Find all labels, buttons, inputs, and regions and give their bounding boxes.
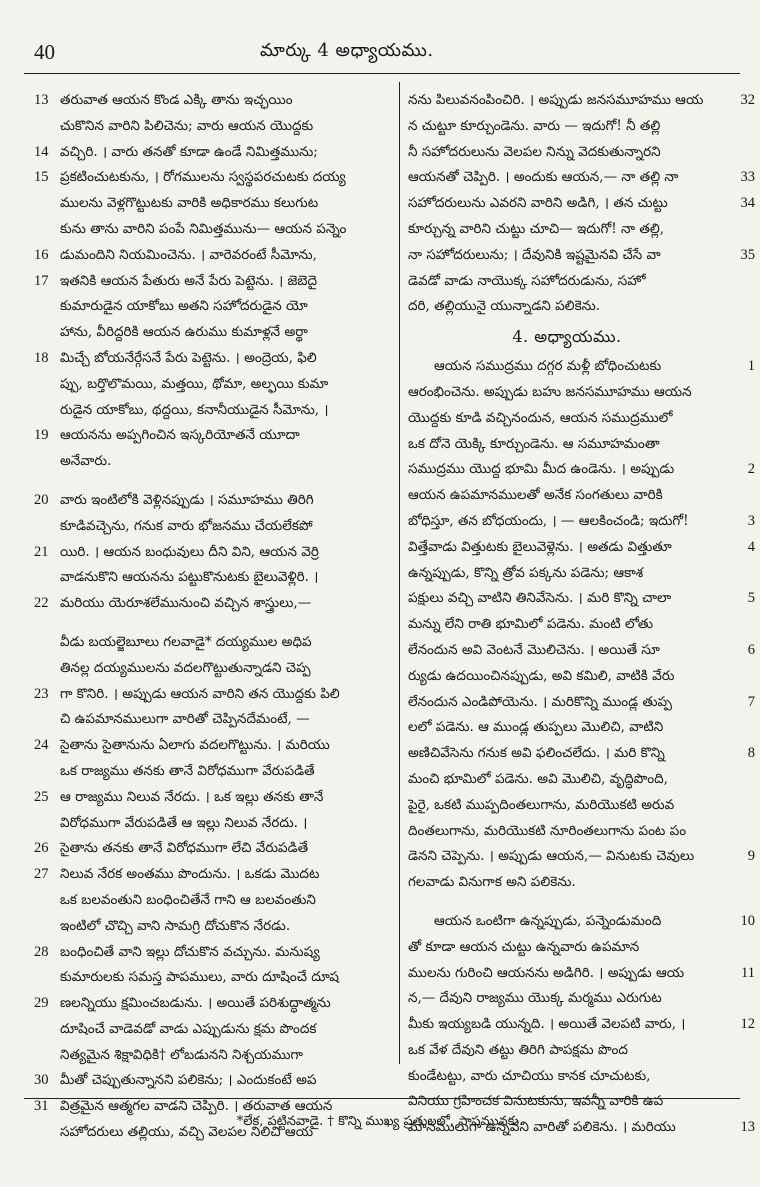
verse-number: 17 [34, 272, 49, 289]
verse-number [731, 217, 755, 243]
text-line [34, 320, 392, 346]
verse-number: 13 [34, 92, 49, 108]
text-line [34, 630, 392, 656]
line-text: వచ్చిరి. । వారు తనతో కూడా ఉండే నిమిత్తమును; [60, 143, 318, 160]
verse-number: 18 [34, 349, 49, 366]
line-text: వాడనుకొని ఆయనను పట్టుకొనుటకు బైలువెళ్లిరి. । [60, 569, 319, 586]
verse-number [731, 406, 755, 432]
verse-number [731, 561, 755, 587]
verse-number: 13 [740, 1119, 755, 1136]
verse-number [731, 612, 755, 638]
text-line: కూర్చున్న వారిని చుట్టు చూచి— ఇదుగో! నా తల్లి, [408, 220, 665, 237]
text-line: మంచి భూమిలో పడెను. అవి మొలిచి, వృద్ధిపొంది, [408, 770, 668, 787]
text-line [34, 449, 392, 475]
verse-number: 23 [34, 685, 49, 702]
text-line [34, 965, 392, 991]
line-text: సైతాను తనకు తానే విరోధముగా లేచి వేరుపడితే [60, 840, 309, 857]
text-line: డెవడో వాడు నాయొక్క సహోదరుడును, సహో [408, 272, 646, 289]
column-divider [399, 82, 400, 1064]
verse-number: 10 [740, 912, 755, 929]
verse-number: 4 [747, 538, 755, 555]
line-text: మిచ్చే బోయనేర్గేసనే పేరు పెట్టెను. । అంద్రెయ, ఫిలి [60, 349, 317, 366]
verse-number [731, 793, 755, 819]
right-column [408, 88, 726, 1141]
text-line [34, 707, 392, 733]
verse-number [731, 986, 755, 1012]
text-line: నా సహోదరులును; । దేవునికి ఇష్టమైనవి చేసే వా [408, 246, 661, 263]
line-text: తరువాత ఆయన కొండ ఎక్కి తాను ఇచ్ఛయిం [60, 92, 293, 108]
line-text: ఆయనను అప్పగించిన ఇస్కరియోతనే యూదా [60, 427, 300, 444]
verse-number: 9 [747, 848, 755, 865]
line-text: ఆ రాజ్యము నిలువ నేరదు. । ఒక ఇల్లు తనకు తానే [60, 788, 324, 805]
line-text: బంధించితే వాని ఇల్లు దోచుకొన వచ్చును. మనుష్య [60, 943, 320, 960]
verse-number: 20 [34, 491, 49, 508]
verse-number: 31 [34, 1098, 49, 1115]
header-rule [24, 73, 740, 74]
line-text: తినల్ల దయ్యములను వదలగొట్టుతున్నాడని చెప్ప [60, 659, 311, 676]
text-line [34, 398, 392, 424]
paragraph-gap [34, 475, 392, 488]
line-text: కుమారులకు సమస్త పాపములు, వారు దూషించే దూష [60, 969, 340, 986]
verse-number: 11 [741, 964, 755, 981]
line-text: మీతో చెప్పుతున్నానని పలికెను; । ఎందుకంటే అప [60, 1072, 317, 1089]
text-line: అణిచివేసెను గనుక అవి ఫలించలేదు. । మరి కొన్ని [408, 745, 665, 762]
line-text: హాను, వీరిద్దరికి ఆయన ఉరుము కుమాళ్లనే అర్థా [60, 324, 308, 341]
verse-number [731, 870, 755, 896]
line-text: ప్రకటించుటకును, । రోగములను స్వస్థపరచుటకు దయ్య [60, 169, 346, 186]
text-line: విత్తేవాడు విత్తుటకు బైలువెళ్లెను. । అతడు విత్తుతూ [408, 538, 672, 555]
text-line [34, 165, 392, 191]
chapter-heading: 4. అధ్యాయము. [512, 327, 622, 347]
text-line [34, 88, 392, 114]
running-title: మార్కు 4 అధ్యాయము. [260, 40, 434, 61]
line-text: యిరి. । ఆయన బంధువులు దీని విని, ఆయన వెర్రి [60, 543, 319, 560]
line-text: మరియు యెరూశలేమునుంచి వచ్చిన శాస్త్రులు,— [60, 595, 312, 612]
verse-number: 1 [747, 358, 755, 375]
text-line [34, 217, 392, 243]
text-line [34, 243, 392, 269]
text-line [34, 836, 392, 862]
verse-number: 5 [747, 590, 755, 607]
text-line: గలవాడు వినుగాక అని పలికెను. [408, 874, 576, 891]
line-text: గా కొనిరి. । అప్పుడు ఆయన వారిని తన యొద్దకు పిలి [60, 685, 340, 702]
line-text: దూషించే వాడెవడో వాడు ఎప్పుడును క్షమ పొందక [60, 1020, 317, 1037]
verse-number: 29 [34, 995, 49, 1012]
verse-number: 8 [747, 745, 755, 762]
text-line: ఆయన సముద్రము దగ్గర మళ్లీ బోధించుటకు [434, 358, 662, 375]
text-line: నను పిలువనంపించిరి. । అప్పుడు జనసమూహము ఆయ [408, 92, 704, 108]
text-line: లలో పడెను. ఆ ముండ్ల తుప్పలు మొలిచి, వాటిని [408, 719, 664, 736]
verse-number: 33 [740, 169, 755, 186]
line-text: నిత్యమైన శిక్షావిధికి† లోబడునని నిశ్చయముగా [60, 1046, 303, 1063]
verse-number [731, 935, 755, 961]
text-line: లేనందున ఎండిపోయెను. । మరికొన్ని ముండ్ల తుప్ప [408, 693, 673, 710]
text-line [34, 656, 392, 682]
verse-number: 6 [747, 641, 755, 658]
text-line [34, 733, 392, 759]
verse-number [731, 483, 755, 509]
text-line: ఒక దోనె యెక్కి కూర్చుండెను. ఆ సమూహమంతా [408, 435, 660, 452]
text-line: పక్షులు వచ్చి వాటిని తినివేసెను. । మరి కొన్ని చాలా [408, 590, 672, 607]
verse-number [731, 380, 755, 406]
footnote: *లేక, పట్టినవాడై. † కొన్ని ముఖ్య ప్రతులలో, పాపమునకు. [236, 1114, 524, 1129]
text-line: మీకు ఇయ్యబడి యున్నది. । అయితే వెలపటి వారు, । [408, 1016, 686, 1033]
line-text: ఒక బలవంతుని బంధించితేనే గాని ఆ బలవంతుని [60, 891, 316, 908]
verse-number [731, 819, 755, 845]
verse-number: 2 [747, 461, 755, 478]
text-line [34, 540, 392, 566]
text-line: వినియు గ్రహించక వినుటకును, ఇవన్నీ వారికి ఉప [408, 1093, 664, 1110]
paragraph-gap [408, 896, 726, 909]
right-margin-verse-numbers [731, 88, 755, 1141]
text-line: న చుట్టూ కూర్చుండెను. వారు — ఇదుగో! నీ తల్లి [408, 117, 661, 134]
text-line [34, 423, 392, 449]
verse-number: 19 [34, 427, 49, 444]
text-line: లేనందున అవి వెంటనే మొలిచెను. । అయితే సూ [408, 641, 660, 658]
line-text: ఒక రాజ్యము తనకు తానే విరోధముగా వేరుపడితే [60, 762, 315, 779]
text-line: ఉన్నప్పుడు, కొన్ని త్రోవ పక్కను పడెను; ఆకాశ [408, 564, 644, 581]
left-column [34, 88, 392, 1146]
text-line [34, 294, 392, 320]
line-text: విత్రమైన ఆత్మగల వాడని చెప్పిరి. । తరువాత ఆయన [60, 1098, 333, 1115]
verse-number: 16 [34, 246, 49, 263]
verse-number [731, 1038, 755, 1064]
line-text: వారు ఇంటిలోకి వెళ్లినప్పుడు । సమూహము తిరిగి [60, 491, 314, 508]
line-text: సైతాను సైతానును ఏలాగు వదలగొట్టును. । మరియు [60, 737, 330, 754]
text-line [34, 346, 392, 372]
text-line [34, 785, 392, 811]
text-line [34, 140, 392, 166]
text-line: సహోదరులును ఎవరని వారిని అడిగి, । తన చుట్టు [408, 195, 668, 212]
verse-number: 35 [740, 246, 755, 263]
verse-number: 27 [34, 866, 49, 883]
text-line: బోధిస్తూ, తన బోధయందు, । — ఆలకించండి; ఇదుగో! [408, 512, 689, 529]
text-line: దింతలుగాను, మరియొకటి నూరింతలుగాను పంట పం [408, 822, 687, 839]
verse-number: 34 [740, 195, 755, 212]
verse-number: 14 [34, 143, 49, 160]
text-line: మానములుగా ఉన్నవని వారితో పలికెను. । మరియు [408, 1119, 676, 1136]
verse-number [731, 1089, 755, 1115]
text-line [34, 940, 392, 966]
line-text: కూడివచ్చెను, గనుక వారు భోజనము చేయలేకపో [60, 517, 313, 534]
line-text: అనేవారు. [60, 453, 112, 470]
text-line: ఆయన ఉపమానములతో అనేక సంగతులు వారికి [408, 487, 663, 504]
text-line [34, 565, 392, 591]
line-text: కుమారుడైన యాకోబు అతని సహోదరుడైన యో [60, 298, 308, 315]
verse-number [731, 432, 755, 458]
text-line [34, 269, 392, 295]
line-text: వీడు బయల్జెబూలు గలవాడై* దయ్యముల అధిప [60, 633, 312, 650]
verse-number: 26 [34, 840, 49, 857]
verse-number [731, 294, 755, 320]
line-text: కును తాను వారిని పంపే నిమిత్తమును— ఆయన పన్నెం [60, 220, 347, 237]
text-line: ర్యుడు ఉదయించినప్పుడు, అవి కమిలి, వాటికి వేరు [408, 667, 675, 684]
line-text: విరోధముగా వేరుపడితే ఆ ఇల్లు నిలువ నేరదు. । [60, 814, 308, 831]
text-line: కుండేటట్టు, వారు చూచియు కానక చూచుటకు, [408, 1067, 651, 1084]
page-number: 40 [34, 40, 55, 64]
verse-number [731, 140, 755, 166]
text-line: పైరై, ఒకటి ముప్పదింతలుగాను, మరియొకటి అరువ [408, 796, 675, 813]
text-line [34, 1068, 392, 1094]
text-line: మన్ను లేని రాతి భూమిలో పడెను. మంటి లోతు [408, 616, 654, 633]
line-text: ములను వెళ్లగొట్టుటకు వారికి అధికారము కలుగుట [60, 195, 319, 212]
text-line [34, 914, 392, 940]
text-line: ములను గురించి ఆయనను అడిగిరి. । అప్పుడు ఆయ [408, 964, 685, 981]
verse-number: 3 [747, 512, 755, 529]
text-line [34, 191, 392, 217]
text-line: యొద్దకు కూడి వచ్చినందున, ఆయన సముద్రములో [408, 409, 673, 426]
text-line [34, 114, 392, 140]
line-text: రుడైన యాకోబు, థద్దయి, కనానీయుడైన సీమోను, । [60, 401, 329, 418]
text-line: న,— దేవుని రాజ్యము యొక్క మర్మము ఎరుగుట [408, 990, 662, 1007]
text-line: ఆయనతో చెప్పిరి. । అందుకు ఆయన,— నా తల్లి నా [408, 169, 679, 186]
verse-number [731, 269, 755, 295]
text-line [34, 759, 392, 785]
heading-spacer [731, 320, 755, 354]
text-line: సముద్రము యొద్ద భూమి మీద ఉండెను. । అప్పుడు [408, 461, 675, 478]
line-text: నిలువ నేరక అంతము పొందును. । ఒకడు మొదట [60, 866, 320, 883]
verse-number: 21 [34, 543, 49, 560]
text-line [34, 682, 392, 708]
verse-number [731, 715, 755, 741]
text-line [34, 488, 392, 514]
verse-number: 32 [740, 92, 755, 108]
paragraph-gap [731, 896, 755, 909]
text-line: ఒక వేళ దేవుని తట్టు తిరిగి పాపక్షమ పొంద [408, 1041, 628, 1058]
verse-number: 28 [34, 943, 49, 960]
verse-number: 25 [34, 788, 49, 805]
verse-number [731, 664, 755, 690]
paragraph-gap [34, 617, 392, 630]
line-text: సహోదరులు తల్లియు, వచ్చి వెలపల నిలిచి ఆయ [60, 1124, 314, 1141]
text-line: ఆరంభించెను. అప్పుడు బహు జనసమూహము ఆయన [408, 383, 692, 400]
line-text: చుకొనిన వారిని పిలిచెను; వారు ఆయన యొద్దకు [60, 117, 314, 134]
line-text: ఇంటిలో చొచ్చి వాని సామగ్రి దోచుకొన నేరడు. [60, 917, 291, 934]
text-line [34, 862, 392, 888]
verse-number: 24 [34, 737, 49, 754]
text-line: నీ సహోదరులును వెలపల నిన్ను వెదకుతున్నారని [408, 143, 661, 160]
text-line [34, 1043, 392, 1069]
line-text: ణలన్నియు క్షమించబడును. । అయితే పరిశుద్ధాత్మను [60, 995, 331, 1012]
text-line [34, 514, 392, 540]
verse-number [731, 1064, 755, 1090]
text-line [34, 591, 392, 617]
text-line [34, 991, 392, 1017]
text-line: తో కూడా ఆయన చుట్టు ఉన్నవారు ఉపమాన [408, 938, 640, 955]
verse-number [731, 114, 755, 140]
line-text: ప్పు, బర్తొలొమయి, మత్తయి, థోమా, అల్ఫయి కుమా [60, 375, 329, 392]
text-line: దరి, తల్లియునై యున్నాడని పలికెను. [408, 298, 601, 315]
text-line [34, 372, 392, 398]
verse-number: 12 [740, 1016, 755, 1033]
verse-number [731, 767, 755, 793]
verse-number: 15 [34, 169, 49, 186]
text-line [34, 888, 392, 914]
footnote-rule [24, 1098, 740, 1099]
line-text: ఇతనికి ఆయన పేతురు అనే పేరు పెట్టెను. । జెబెదై [60, 272, 318, 289]
verse-number: 22 [34, 595, 49, 612]
line-text: డుమందిని నియమించెను. । వారెవరంటే సీమోను, [60, 246, 317, 263]
verse-number: 7 [747, 693, 755, 710]
text-line [34, 1017, 392, 1043]
text-line: ఆయన ఒంటిగా ఉన్నప్పుడు, పన్నెండుమంది [434, 912, 662, 929]
line-text: చి ఉపమానములుగా వారితో చెప్పినదేమంటే, — [60, 711, 310, 728]
text-line [34, 811, 392, 837]
verse-number: 30 [34, 1072, 49, 1089]
text-line: డెనని చెప్పెను. । అప్పుడు ఆయన,— వినుటకు చెవులు [408, 848, 695, 865]
